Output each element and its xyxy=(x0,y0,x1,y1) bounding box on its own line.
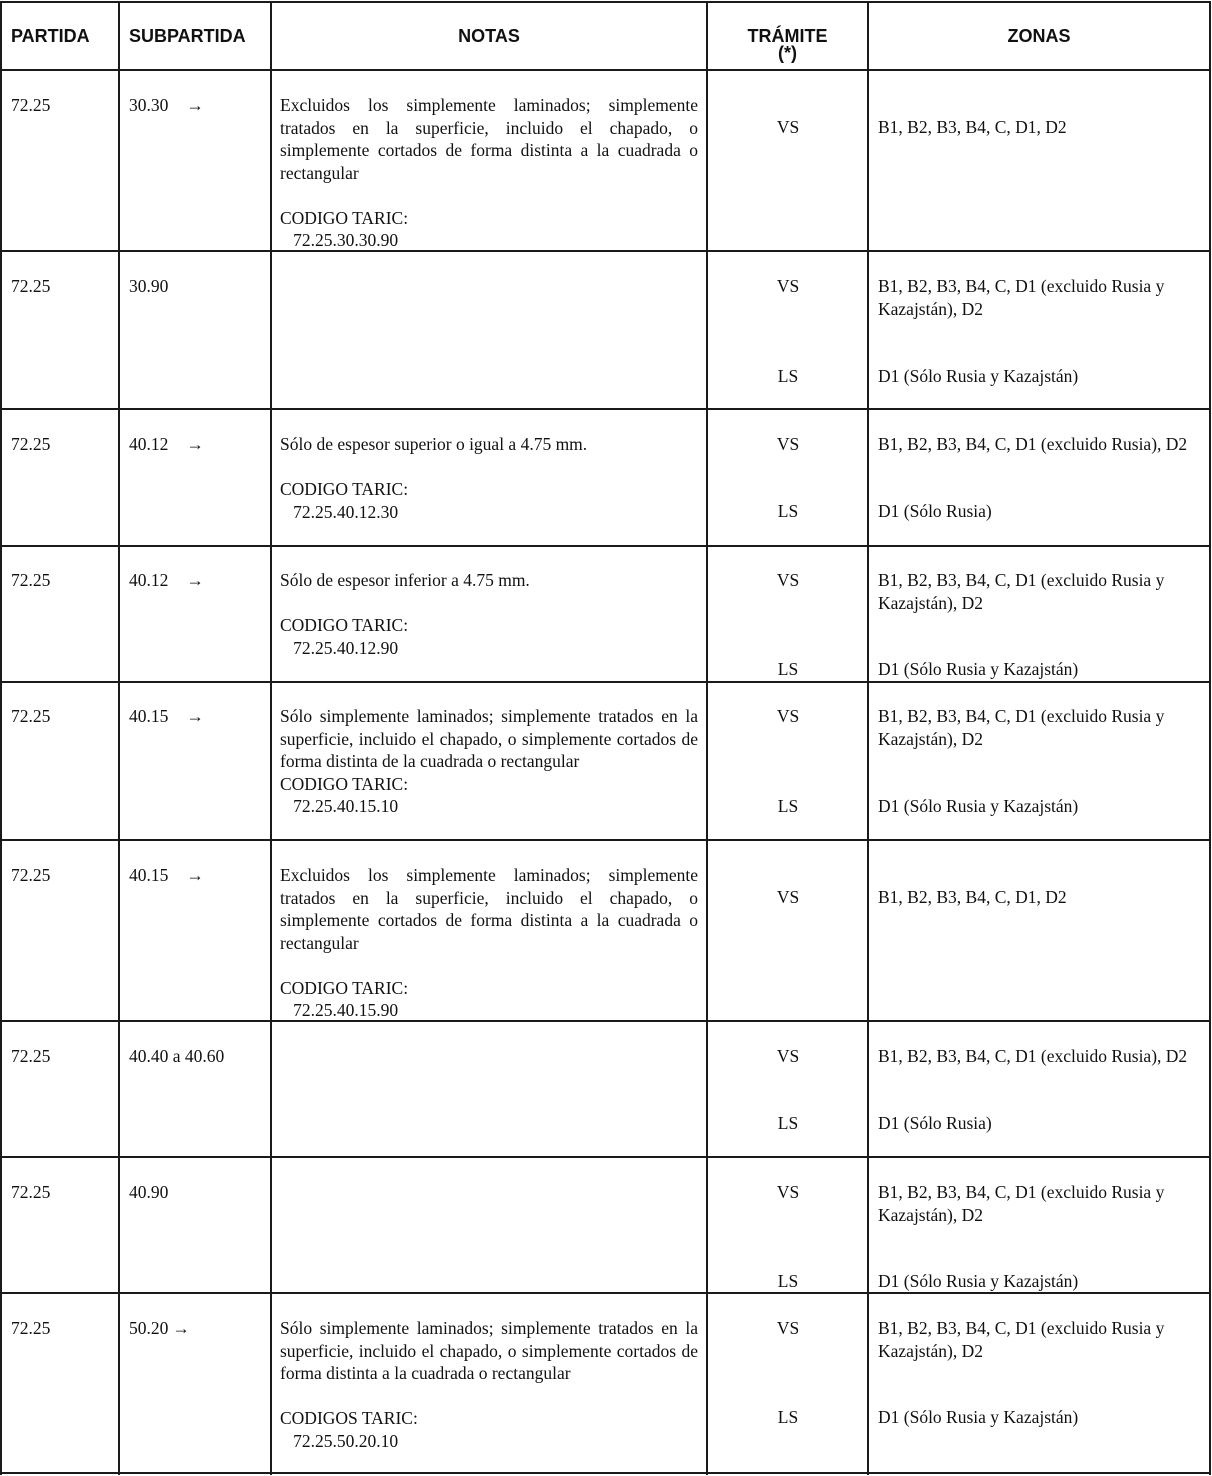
row-divider xyxy=(0,839,1211,841)
notes-cell xyxy=(280,569,698,659)
partida-cell: 72.25 xyxy=(11,95,51,115)
subpartida-code: 50.20 xyxy=(129,1318,169,1338)
notes-cell xyxy=(280,1317,698,1452)
partida-cell: 72.25 xyxy=(11,434,51,454)
taric-label: CODIGOS TARIC: xyxy=(280,1408,418,1428)
tramite-cell: LS xyxy=(777,501,799,521)
partida-cell: 72.25 xyxy=(11,706,51,726)
notes-cell xyxy=(280,433,698,523)
column-divider xyxy=(1209,1,1211,1475)
zonas-cell: D1 (Sólo Rusia y Kazajstán) xyxy=(878,1271,1079,1291)
column-divider xyxy=(0,1,2,1475)
subpartida-cell xyxy=(129,433,204,456)
row-divider xyxy=(0,69,1211,71)
notes-cell xyxy=(280,94,698,252)
subpartida-code: 40.15 xyxy=(129,706,169,726)
row-divider xyxy=(0,1,1211,3)
taric-label: CODIGO TARIC: xyxy=(280,773,409,794)
row-divider xyxy=(0,1156,1211,1158)
notes-text: Excluidos los simplemente laminados; simplemente tratados en la superficie, incluido el chapado, o simplemente cortados de forma distinta a la cuadrada o rectangular xyxy=(280,95,698,183)
partida-cell: 72.25 xyxy=(11,1046,51,1066)
subpartida-code: 30.30 xyxy=(129,95,169,115)
taric-label: CODIGO TARIC: xyxy=(280,207,409,228)
zonas-cell: D1 (Sólo Rusia y Kazajstán) xyxy=(878,366,1079,386)
subpartida-cell xyxy=(129,94,204,117)
arrow-icon: → xyxy=(186,434,204,454)
column-divider xyxy=(270,1,272,1475)
tramite-cell: VS xyxy=(776,117,800,137)
subpartida-cell xyxy=(129,705,204,728)
tramite-cell: LS xyxy=(777,659,799,679)
tramite-cell: LS xyxy=(777,1271,799,1291)
arrow-icon: → xyxy=(172,1318,190,1338)
partida-cell: 72.25 xyxy=(11,570,51,590)
taric-label: CODIGO TARIC: xyxy=(280,615,409,635)
tramite-cell: VS xyxy=(776,570,800,590)
tramite-cell: LS xyxy=(777,796,799,816)
header-notas: NOTAS xyxy=(458,26,520,46)
subpartida-code: 40.15 xyxy=(129,865,169,885)
header-zonas: ZONAS xyxy=(1007,26,1071,46)
header-tramite-label: TRÁMITE xyxy=(747,26,828,46)
subpartida-code: 40.40 a 40.60 xyxy=(129,1046,225,1066)
zonas-cell: D1 (Sólo Rusia y Kazajstán) xyxy=(878,1407,1079,1427)
header-tramite xyxy=(708,28,867,62)
column-divider xyxy=(118,1,120,1475)
arrow-icon: → xyxy=(186,95,204,115)
partida-cell: 72.25 xyxy=(11,865,51,885)
zonas-cell: B1, B2, B3, B4, C, D1, D2 xyxy=(878,887,1067,907)
taric-label: CODIGO TARIC: xyxy=(280,479,409,499)
column-divider xyxy=(706,1,708,1475)
tramite-cell: VS xyxy=(776,276,800,296)
subpartida-code: 40.90 xyxy=(129,1182,169,1202)
notes-text: Sólo de espesor inferior a 4.75 mm. xyxy=(280,570,530,590)
tramite-cell: VS xyxy=(776,434,800,454)
notes-cell xyxy=(280,705,698,818)
notes-text: Excluidos los simplemente laminados; simplemente tratados en la superficie, incluido el chapado, o simplemente cortados de forma distinta a la cuadrada o rectangular xyxy=(280,865,698,953)
header-subpartida: SUBPARTIDA xyxy=(129,26,246,46)
taric-code: 72.25.40.12.30 xyxy=(280,501,399,522)
arrow-icon: → xyxy=(186,865,204,885)
row-divider xyxy=(0,1472,1211,1474)
header-partida: PARTIDA xyxy=(11,26,90,46)
zonas-cell: D1 (Sólo Rusia) xyxy=(878,1113,992,1133)
subpartida-cell xyxy=(129,1045,224,1068)
notes-cell xyxy=(280,864,698,1022)
notes-text: Sólo simplemente laminados; simplemente tratados en la superficie, incluido el chapado, o simplemente cortados de forma distinta a la cuadrada o rectangular xyxy=(280,1318,698,1383)
taric-code: 72.25.40.15.10 xyxy=(280,796,399,816)
partida-cell: 72.25 xyxy=(11,1318,51,1338)
taric-label: CODIGO TARIC: xyxy=(280,977,409,998)
zonas-cell: B1, B2, B3, B4, C, D1 (excluido Rusia y Kazajstán), D2 xyxy=(878,570,1165,613)
zonas-cell: B1, B2, B3, B4, C, D1, D2 xyxy=(878,117,1067,137)
notes-text: Sólo simplemente laminados; simplemente tratados en la superficie, incluido el chapado, o simplemente cortados de forma distinta de la cuadrada o rectangular xyxy=(280,706,698,771)
partida-cell: 72.25 xyxy=(11,276,51,296)
subpartida-cell xyxy=(129,275,168,298)
notes-text: Sólo de espesor superior o igual a 4.75 mm. xyxy=(280,434,588,454)
subpartida-cell xyxy=(129,864,204,887)
subpartida-code: 30.90 xyxy=(129,276,169,296)
tramite-cell: VS xyxy=(776,1046,800,1066)
subpartida-cell xyxy=(129,569,204,592)
tramite-cell: LS xyxy=(777,366,799,386)
tramite-cell: LS xyxy=(777,1113,799,1133)
row-divider xyxy=(0,408,1211,410)
tramite-cell: VS xyxy=(776,706,800,726)
zonas-cell: B1, B2, B3, B4, C, D1 (excluido Rusia y Kazajstán), D2 xyxy=(878,706,1165,749)
subpartida-code: 40.12 xyxy=(129,570,169,590)
column-divider xyxy=(867,1,869,1475)
zonas-cell: B1, B2, B3, B4, C, D1 (excluido Rusia y Kazajstán), D2 xyxy=(878,1318,1165,1361)
zonas-cell: D1 (Sólo Rusia y Kazajstán) xyxy=(878,796,1079,816)
taric-code: 72.25.40.12.90 xyxy=(280,637,399,658)
tramite-cell: VS xyxy=(776,1318,800,1338)
zonas-cell: B1, B2, B3, B4, C, D1 (excluido Rusia y Kazajstán), D2 xyxy=(878,1182,1165,1225)
tramite-cell: VS xyxy=(776,1182,800,1202)
taric-code: 72.25.40.15.90 xyxy=(280,1000,399,1020)
partida-cell: 72.25 xyxy=(11,1182,51,1202)
subpartida-cell xyxy=(129,1181,168,1204)
subpartida-cell xyxy=(129,1317,190,1340)
arrow-icon: → xyxy=(186,570,204,590)
header-tramite-note: (*) xyxy=(778,43,797,63)
tramite-cell: LS xyxy=(777,1407,799,1427)
zonas-cell: D1 (Sólo Rusia y Kazajstán) xyxy=(878,659,1079,679)
row-divider xyxy=(0,545,1211,547)
tramite-cell: VS xyxy=(776,887,800,907)
arrow-icon: → xyxy=(186,706,204,726)
zonas-cell: B1, B2, B3, B4, C, D1 (excluido Rusia), D2 xyxy=(878,1046,1188,1066)
zonas-cell: B1, B2, B3, B4, C, D1 (excluido Rusia y Kazajstán), D2 xyxy=(878,276,1165,319)
row-divider xyxy=(0,681,1211,683)
taric-code: 72.25.50.20.10 xyxy=(280,1430,399,1451)
zonas-cell: D1 (Sólo Rusia) xyxy=(878,501,992,521)
subpartida-code: 40.12 xyxy=(129,434,169,454)
taric-code: 72.25.30.30.90 xyxy=(280,230,399,250)
zonas-cell: B1, B2, B3, B4, C, D1 (excluido Rusia), D2 xyxy=(878,434,1188,454)
